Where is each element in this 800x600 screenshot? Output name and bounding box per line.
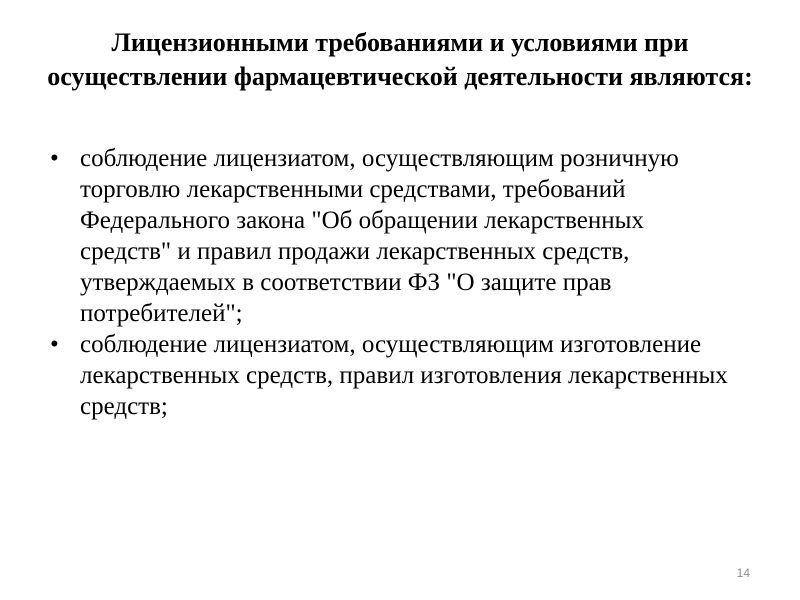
bullet-list [48,143,738,422]
bullet-text: соблюдение лицензиатом, осуществляющим изготовление лекарственных средств, правил изготовления лекарственных средств; [80,331,728,420]
bullet-marker: • [50,331,59,358]
bullet-marker: • [50,145,59,172]
page-number: 14 [736,566,750,580]
bullet-text: соблюдение лицензиатом, осуществляющим розничную торговлю лекарственными средствами, требований Федерального закона "Об обращении лекарственных средств" и правил продажи лекарственных средств, утверждаемых в соответствии ФЗ "О защите прав потребителей"; [80,145,679,327]
bullet-item [48,329,738,422]
bullet-item [48,143,738,329]
slide-title: Лицензионными требованиями и условиями при осуществлении фармацевтической деятельности являются: [47,28,753,91]
